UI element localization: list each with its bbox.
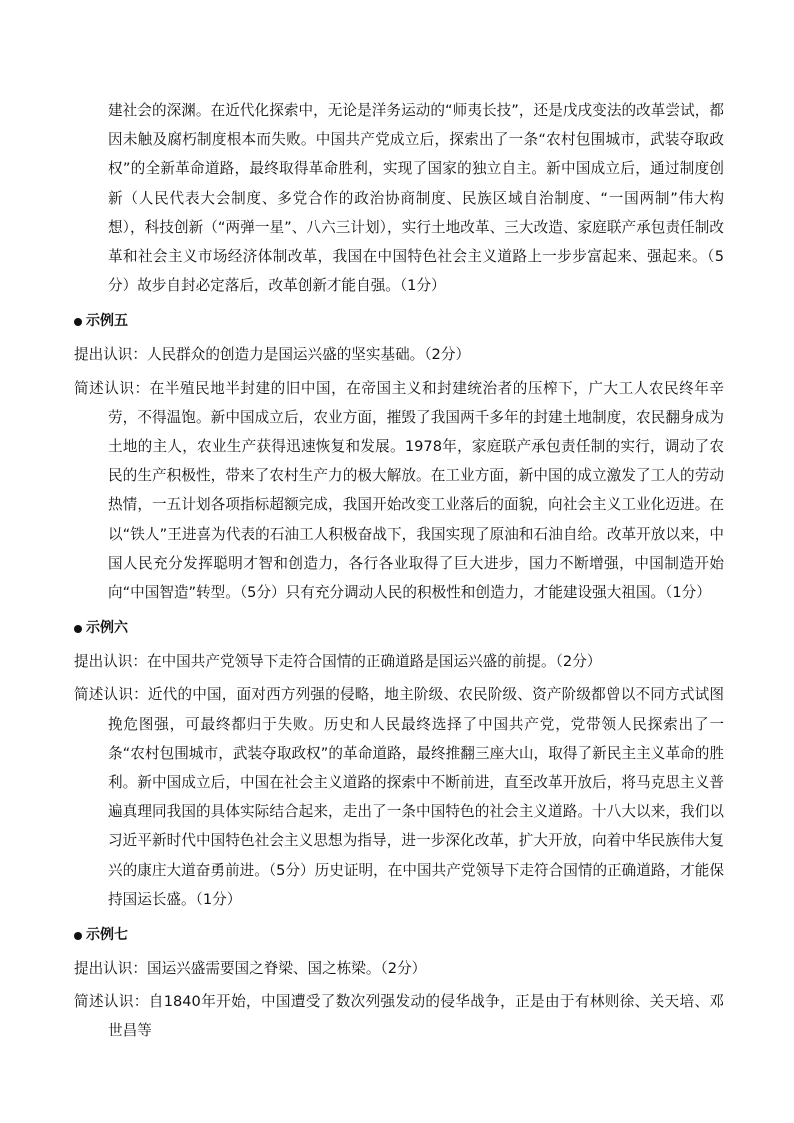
describe-text: 自1840年开始，中国遭受了数次列强发动的侵华战争，正是由于有林则徐、关天培、邓世昌等 [108,993,724,1040]
section-heading [74,921,724,950]
propose-line [74,954,724,983]
section-heading [74,614,724,643]
propose-text: 人民群众的创造力是国运兴盛的坚实基础。（2分） [146,346,471,364]
describe-label: 简述认识： [74,379,150,397]
section-heading [74,307,724,336]
section-heading-text: 示例六 [86,620,128,637]
describe-text: 近代的中国，面对西方列强的侵略，地主阶级、农民阶级、资产阶级都曾以不同方式试图挽危图强，可最终都归于失败。历史和人民最终选择了中国共产党，党带领人民探索出了一条“农村包围城市，武装夺取政权”的革命道路，最终推翻三座大山，取得了新民主主义革命的胜利。新中国成立后，中国在社会主义道路的探索中不断前进，直至改革开放后，将马克思主义普遍真理同我国的具体实际结合起来，走出了一条中国特色的社会主义道路。十八大以来，我们以习近平新时代中国特色社会主义思想为指导，进一步深化改革，扩大开放，向着中华民族伟大复兴的康庄大道奋勇前进。（5分）历史证明，在中国共产党领导下走符合国情的正确道路，才能保持国运长盛。（1分） [108,686,724,908]
propose-text: 在中国共产党领导下走符合国情的正确道路是国运兴盛的前提。（2分） [146,653,602,671]
describe-line [74,987,724,1045]
describe-line [74,680,724,914]
section-heading-text: 示例五 [86,313,128,330]
describe-label: 简述认识： [74,993,149,1011]
propose-label: 提出认识： [74,960,147,978]
propose-label: 提出认识： [74,346,147,364]
example-section-6 [74,614,724,914]
describe-line [74,374,724,608]
propose-text: 国运兴盛需要国之脊梁、国之栋梁。（2分） [146,960,427,978]
bullet-icon [74,318,82,326]
continued-paragraph: 建社会的深渊。在近代化探索中，无论是洋务运动的“师夷长技”，还是戊戌变法的改革尝试，都因未触及腐朽制度根本而失败。中国共产党成立后，探索出了一条“农村包围城市，武装夺取政权”的全新革命道路，最终取得革命胜利，实现了国家的独立自主。新中国成立后，通过制度创新（人民代表大会制度、多党合作的政治协商制度、民族区域自治制度、“一国两制”伟大构想），科技创新（“两弹一星”、八六三计划），实行土地改革、三大改造、家庭联产承包责任制改革和社会主义市场经济体制改革，我国在中国特色社会主义道路上一步步富起来、强起来。（5分）故步自封必定落后，改革创新才能自强。（1分） [108,102,724,295]
example-section-5 [74,307,724,607]
example-section-7 [74,921,724,1046]
propose-line [74,340,724,369]
describe-label: 简述认识： [74,686,148,704]
propose-line [74,647,724,676]
propose-label: 提出认识： [74,653,147,671]
bullet-icon [74,625,82,633]
bullet-icon [74,932,82,940]
describe-text: 在半殖民地半封建的旧中国，在帝国主义和封建统治者的压榨下，广大工人农民终年辛劳，不得温饱。新中国成立后，农业方面，摧毁了我国两千多年的封建土地制度，农民翻身成为土地的主人，农业生产获得迅速恢复和发展。1978年，家庭联产承包责任制的实行，调动了农民的生产积极性，带来了农村生产力的极大解放。在工业方面，新中国的成立激发了工人的劳动热情，一五计划各项指标超额完成，我国开始改变工业落后的面貌，向社会主义工业化迈进。在以“铁人”王进喜为代表的石油工人积极奋战下，我国实现了原油和石油自给。改革开放以来，中国人民充分发挥聪明才智和创造力，各行各业取得了巨大进步，国力不断增强，中国制造开始向“中国智造”转型。（5分）只有充分调动人民的积极性和创造力，才能建设强大祖国。（1分） [108,379,724,602]
section-heading-text: 示例七 [86,927,128,944]
